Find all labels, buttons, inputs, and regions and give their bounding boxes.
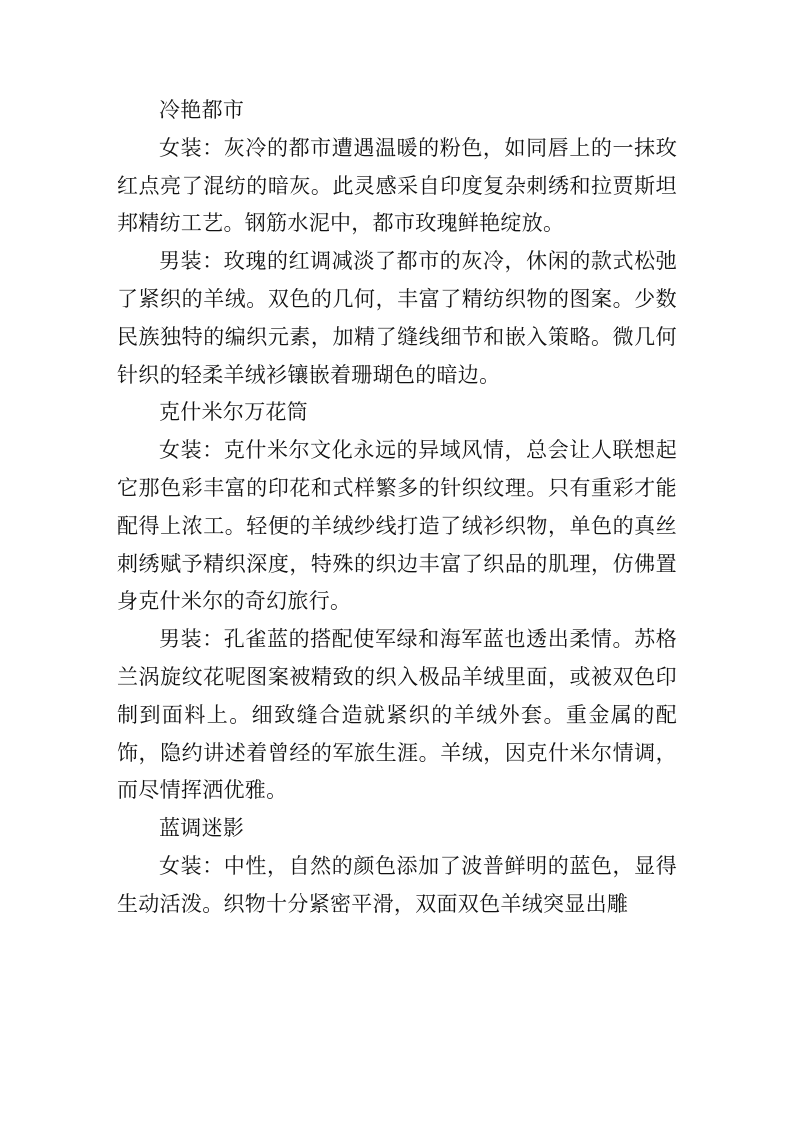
paragraph-men: 男装：孔雀蓝的搭配使军绿和海军蓝也透出柔情。苏格兰涡旋纹花呢图案被精致的织入极品羊绒里面，或被双色印制到面料上。细致缝合造就紧织的羊绒外套。重金属的配饰，隐约讲述着曾经的军旅生涯。羊绒，因克什米尔情调，而尽情挥洒优雅。 — [117, 627, 677, 803]
section-heading: 冷艳都市 — [159, 98, 245, 122]
paragraph-women: 女装：中性，自然的颜色添加了波普鲜明的蓝色，显得生动活泼。织物十分紧密平滑，双面双色羊绒突显出雕 — [117, 853, 677, 916]
section-heading: 蓝调迷影 — [159, 816, 245, 841]
document-body — [117, 92, 677, 924]
section-heading: 克什米尔万花筒 — [159, 400, 309, 425]
paragraph-women: 女装：克什米尔文化永远的异域风情，总会让人联想起它那色彩丰富的印花和式样繁多的针织纹理。只有重彩才能配得上浓工。轻便的羊绒纱线打造了绒衫织物，单色的真丝刺绣赋予精织深度，特殊的织边丰富了织品的肌理，仿佛置身克什米尔的奇幻旅行。 — [117, 438, 677, 614]
paragraph-men: 男装：玫瑰的红调减淡了都市的灰冷，休闲的款式松弛了紧织的羊绒。双色的几何，丰富了精纺织物的图案。少数民族独特的编织元素，加精了缝线细节和嵌入策略。微几何针织的轻柔羊绒衫镶嵌着珊瑚色的暗边。 — [117, 249, 677, 387]
paragraph-women: 女装：灰冷的都市遭遇温暖的粉色，如同唇上的一抹玫红点亮了混纺的暗灰。此灵感采自印度复杂刺绣和拉贾斯坦邦精纺工艺。钢筋水泥中，都市玫瑰鲜艳绽放。 — [117, 135, 677, 236]
